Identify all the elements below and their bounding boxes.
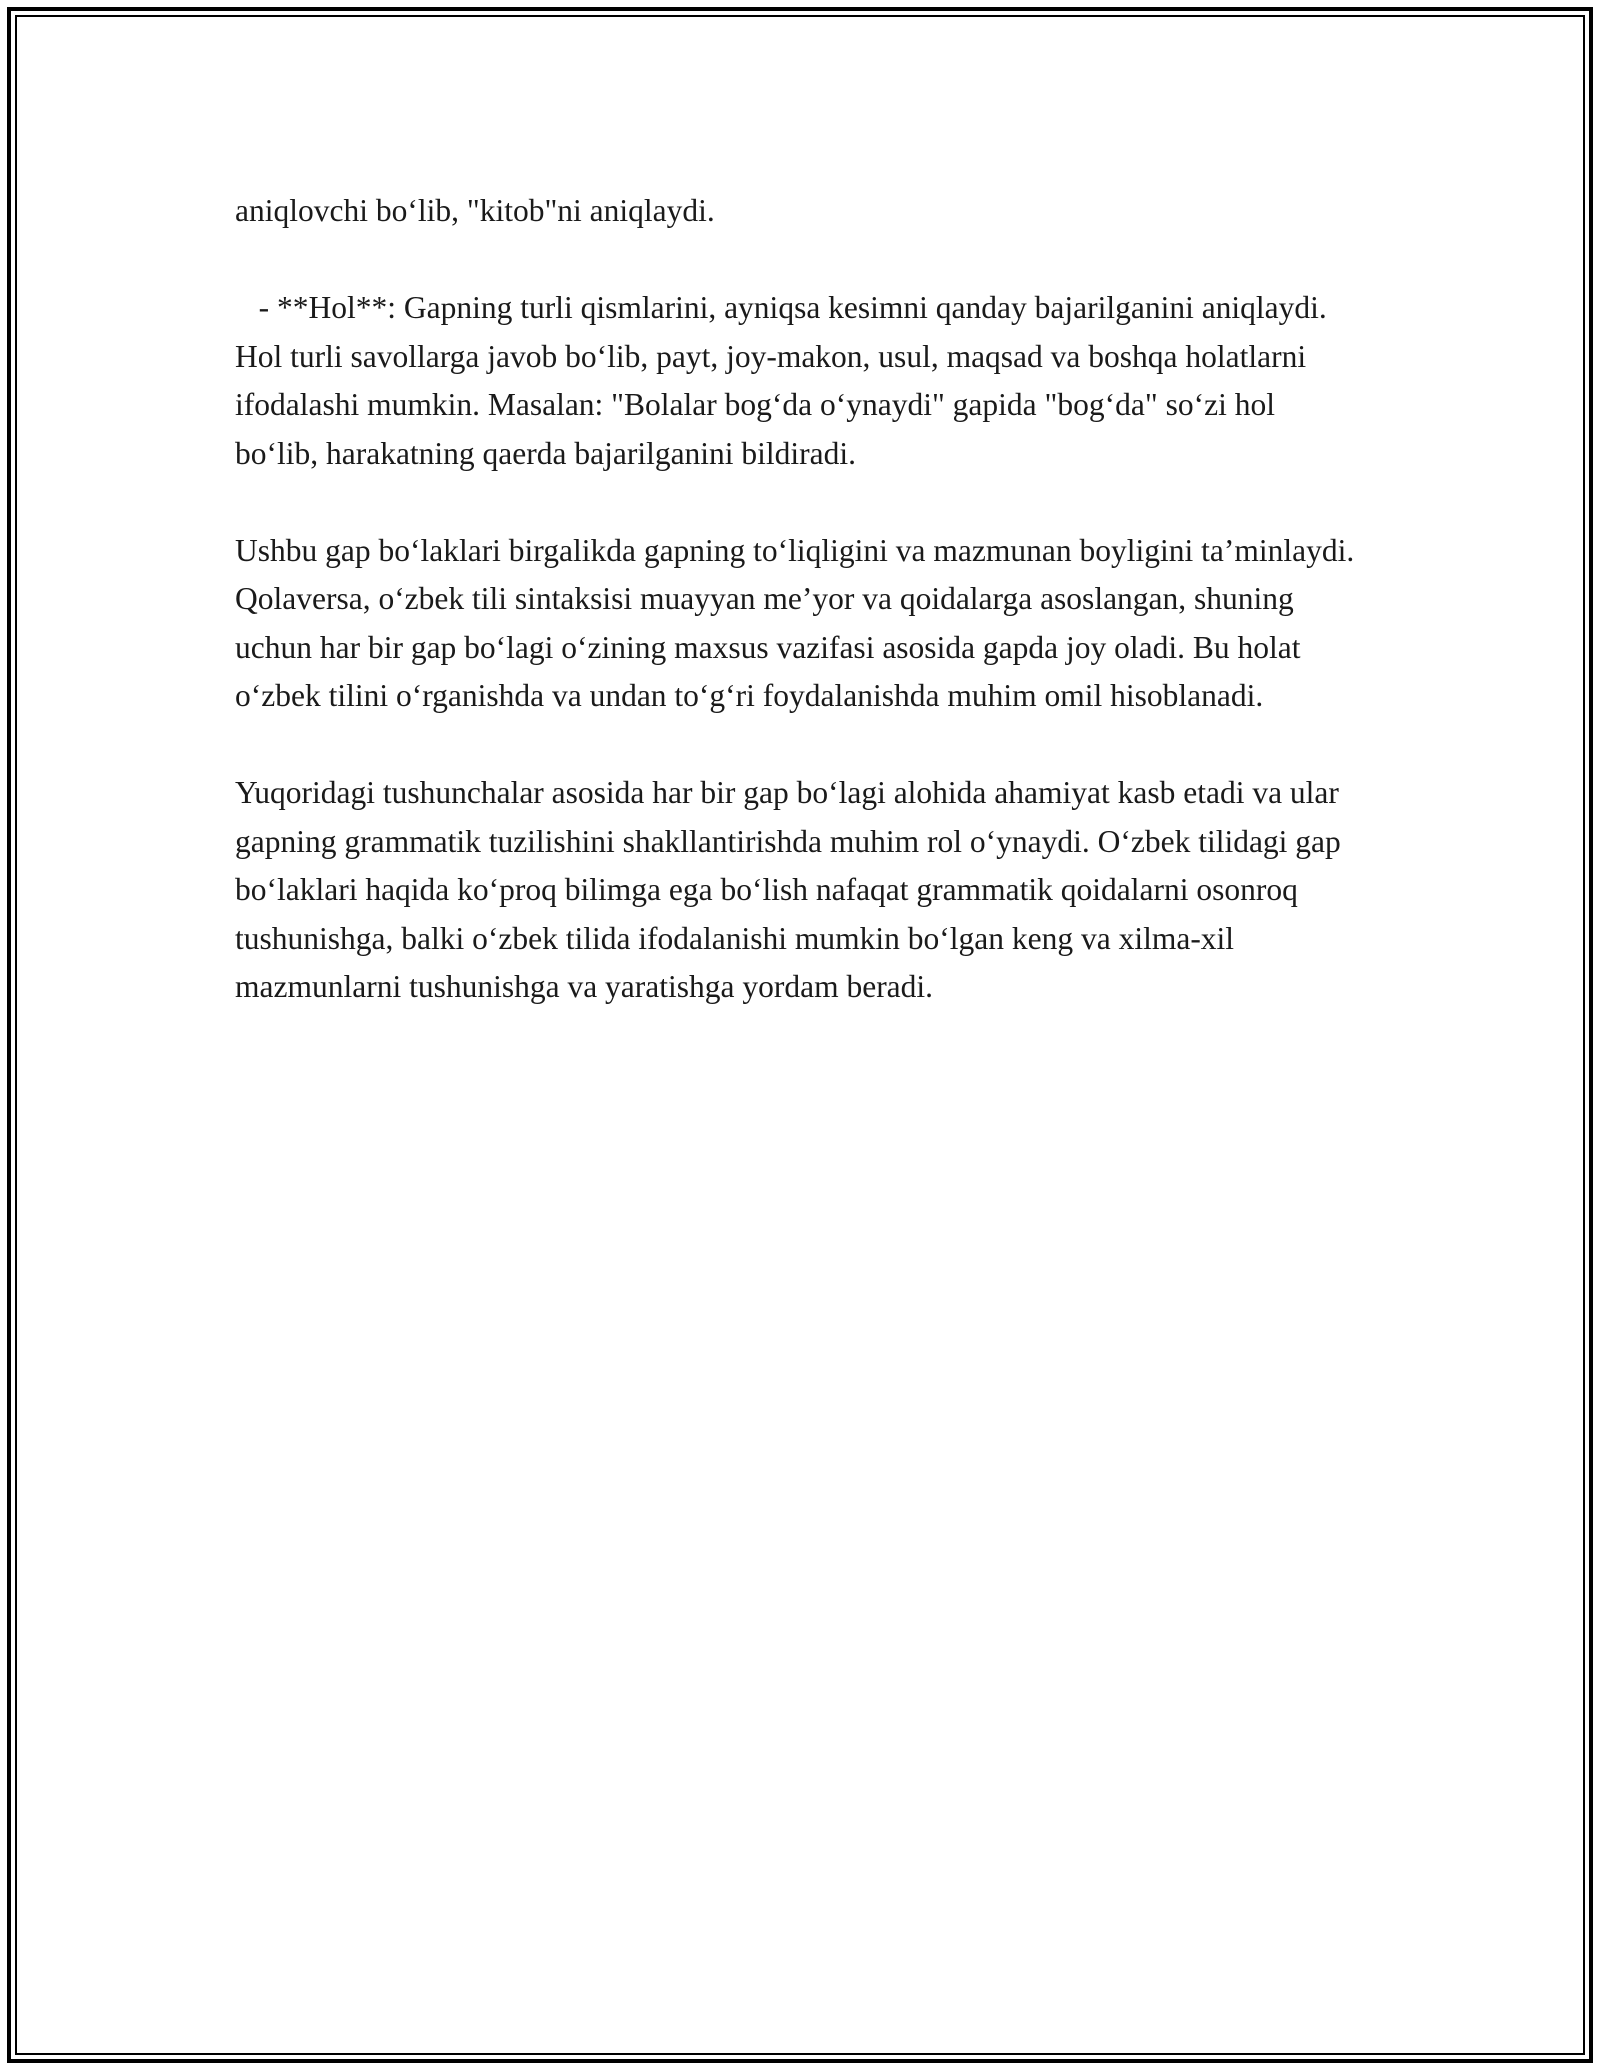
paragraph-conclusion: Yuqoridagi tushunchalar asosida har bir gap bo‘lagi alohida ahamiyat kasb etadi va ular gapning grammatik tuzilishini shakllantirishda muhim rol o‘ynaydi. O‘zbek tilidagi gap bo‘laklari haqida ko‘proq bilimga ega bo‘lish nafaqat grammatik qoidalarni osonroq tushunishga, balki o‘zbek tilida ifodalanishi mumkin bo‘lgan keng va xilma-xil mazmunlarni tushunishga va yaratishga yordam beradi. [235,775,1341,1004]
paragraph-summary: Ushbu gap bo‘laklari birgalikda gapning to‘liqligini va mazmunan boyligini ta’minlaydi. Qolaversa, o‘zbek tili sintaksisi muayyan me’yor va qoidalarga asoslangan, shuning uchun har bir gap bo‘lagi o‘zining maxsus vazifasi asosida gapda joy oladi. Bu holat o‘zbek tilini o‘rganishda va undan to‘g‘ri foydalanishda muhim omil hisoblanadi. [235,532,1355,713]
paragraph-hol-definition: - **Hol**: Gapning turli qismlarini, ayniqsa kesimni qanday bajarilganini aniqlaydi. Hol turli savollarga javob bo‘lib, payt, joy-makon, usul, maqsad va boshqa holatlarni ifodalashi mumkin. Masalan: "Bolalar bog‘da o‘ynaydi" gapida "bog‘da" so‘zi hol bo‘lib, harakatning qaerda bajarilganini bildiradi. [235,290,1335,471]
paragraph-continuation: aniqlovchi bo‘lib, "kitob"ni aniqlaydi. [235,193,715,228]
document-body [235,187,1365,1060]
